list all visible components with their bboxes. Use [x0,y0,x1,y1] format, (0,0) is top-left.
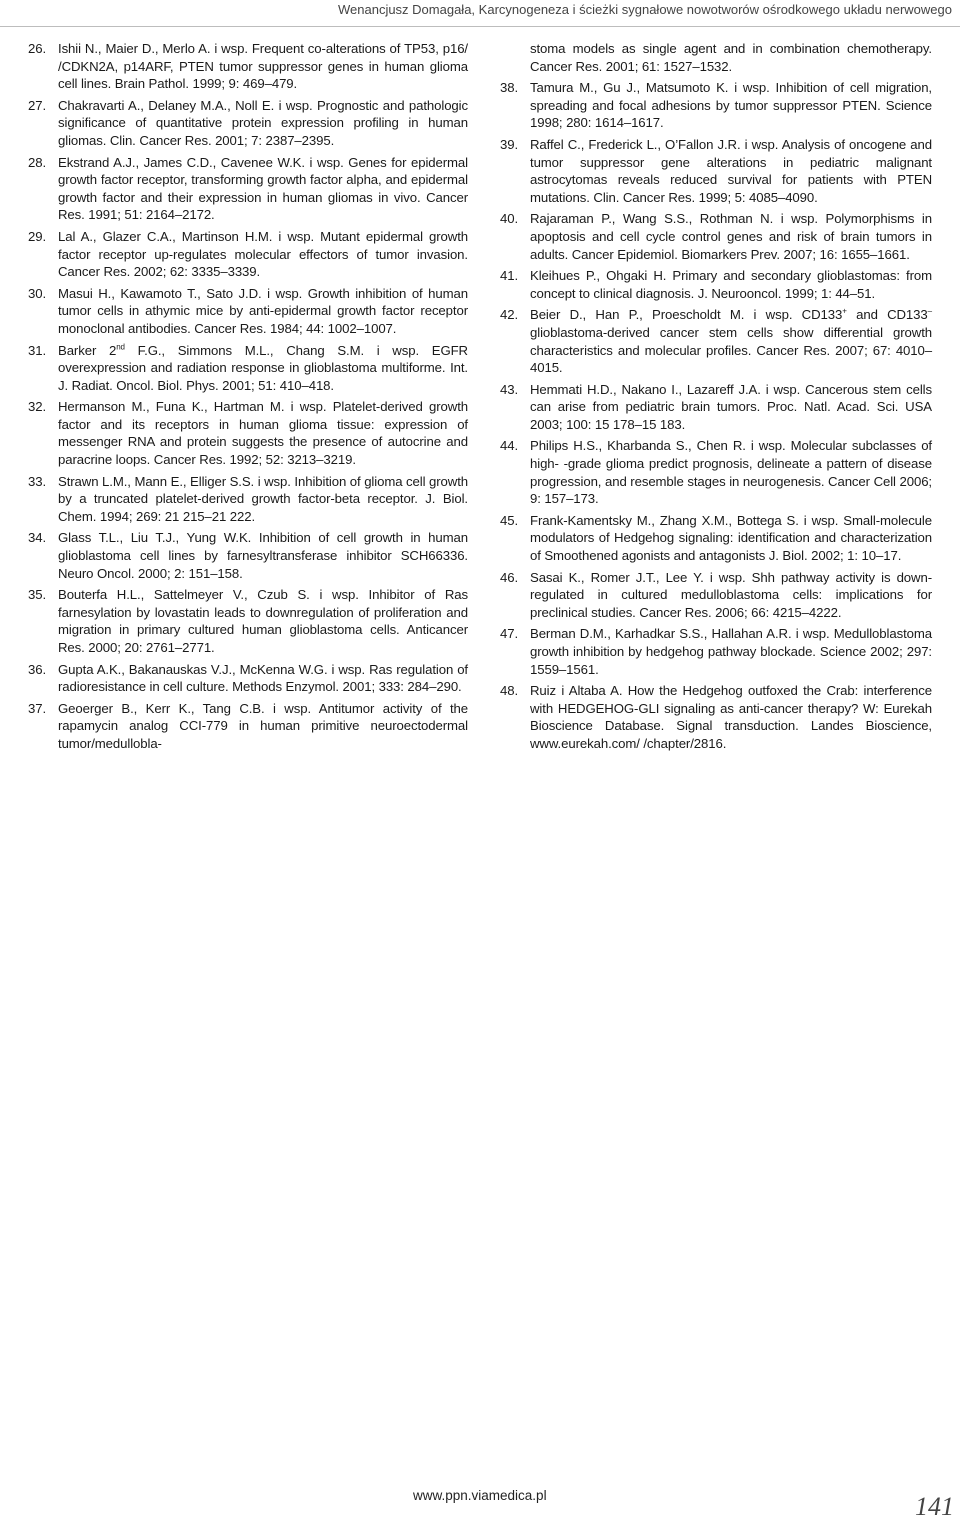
reference-number: 28. [28,154,47,170]
reference-text: Berman D.M., Karhadkar S.S., Hallahan A.R. i wsp. Medulloblastoma growth inhibition by hedgehog pathway blockade. Science 2002; 297: 1559–1561. [530,626,932,677]
reference-item [28,473,468,526]
reference-number: 43. [500,381,519,397]
reference-text: Geoerger B., Kerr K., Tang C.B. i wsp. Antitumor activity of the rapamycin analog CCI-779 in human primitive neuroectodermal tumor/medullobla- [58,700,468,751]
header-title: Karcynogeneza i ścieżki sygnałowe nowotworów ośrodkowego układu nerwowego [478,2,952,17]
reference-item [500,682,932,752]
reference-text: Gupta A.K., Bakanauskas V.J., McKenna W.G. i wsp. Ras regulation of radioresistance in cell culture. Methods Enzymol. 2001; 333: 284–290. [58,661,468,695]
reference-item [28,40,468,93]
reference-item [28,97,468,150]
reference-item [500,136,932,206]
reference-text: Masui H., Kawamoto T., Sato J.D. i wsp. Growth inhibition of human tumor cells in athymic mice by anti-epidermal growth factor receptor monoclonal antibodies. Cancer Res. 1984; 44: 1002–1007. [58,285,468,336]
reference-number: 41. [500,268,519,284]
left-column [28,40,468,757]
reference-text: Tamura M., Gu J., Matsumoto K. i wsp. Inhibition of cell migration, spreading and focal adhesions by tumor suppressor PTEN. Science 1998; 280: 1614–1617. [530,80,932,131]
reference-item [28,398,468,468]
reference-text [530,307,932,375]
reference-item [500,381,932,434]
reference-number: 34. [28,530,47,546]
reference-number: 44. [500,438,519,454]
reference-text: Ishii N., Maier D., Merlo A. i wsp. Frequent co-alterations of TP53, p16/ /CDKN2A, p14ARF, PTEN tumor suppressor genes in human glioma cell lines. Brain Pathol. 1999; 9: 469–479. [58,41,468,92]
reference-number: 36. [28,661,47,677]
reference-item [500,306,932,376]
superscript: – [927,306,932,316]
reference-item [500,437,932,507]
reference-text: Rajaraman P., Wang S.S., Rothman N. i wsp. Polymorphisms in apoptosis and cell cycle control genes and risk of brain tumors in adults. Cancer Epidemiol. Biomarkers Prev. 2007; 16: 1655–1661. [530,211,932,262]
reference-text [58,343,468,393]
reference-number: 39. [500,136,519,152]
reference-number: 35. [28,587,47,603]
reference-number: 45. [500,512,519,528]
reference-number: 42. [500,307,519,323]
reference-text: Glass T.L., Liu T.J., Yung W.K. Inhibition of cell growth in human glioblastoma cell lines by farnesyltransferase inhibitor SCH66336. Neuro Oncol. 2000; 2: 151–158. [58,530,468,581]
reference-item [500,512,932,565]
reference-item [500,625,932,678]
reference-item [28,700,468,753]
reference-number: 26. [28,41,47,56]
reference-text: Bouterfa H.L., Sattelmeyer V., Czub S. i wsp. Inhibitor of Ras farnesylation by lovastatin leads to downregulation of proliferation and migration in primary cultured human glioblastoma cells. Anticancer Res. 2000; 20: 2761–2771. [58,587,468,655]
reference-number: 31. [28,342,47,358]
right-column [500,40,932,757]
reference-text: Kleihues P., Ohgaki H. Primary and secondary glioblastomas: from concept to clinical diagnosis. J. Neurooncol. 1999; 1: 44–51. [530,268,932,301]
reference-number: 38. [500,80,519,96]
reference-item [500,210,932,263]
reference-continuation [500,40,932,75]
page-number: 141 [915,1492,954,1521]
reference-text: Raffel C., Frederick L., O’Fallon J.R. i wsp. Analysis of oncogene and tumor suppressor gene alterations in pediatric malignant astrocytomas reveals reduced survival for patients with PTEN mutations. Clin. Cancer Res. 1999; 5: 4085–4090. [530,136,932,205]
reference-item [28,661,468,696]
reference-number: 47. [500,626,519,642]
reference-text: Hemmati H.D., Nakano I., Lazareff J.A. i wsp. Cancerous stem cells can arise from pediatric brain tumors. Proc. Natl. Acad. Sci. USA 2003; 100: 15 178–15 183. [530,381,932,432]
journal-url: www.ppn.viamedica.pl [413,1488,547,1503]
reference-text: Chakravarti A., Delaney M.A., Noll E. i wsp. Prognostic and pathologic significance of quantitative protein expression profiling in human gliomas. Clin. Cancer Res. 2001; 7: 2387–2395. [58,97,468,148]
reference-number: 30. [28,285,47,301]
reference-number: 29. [28,228,47,244]
reference-text-part: Barker 2 [58,342,117,358]
reference-text: Sasai K., Romer J.T., Lee Y. i wsp. Shh pathway activity is down-regulated in cultured medulloblastoma cells: implications for preclinical studies. Cancer Res. 2006; 66: 4215–4222. [530,569,932,620]
reference-item [28,228,468,281]
reference-text-part: F.G., Simmons M.L., Chang S.M. i wsp. EGFR overexpression and radiation response in glioblastoma multiforme. Int. J. Radiat. Oncol. Biol. Phys. 2001; 51: 410–418. [58,342,468,393]
reference-text: Ruiz i Altaba A. How the Hedgehog outfoxed the Crab: interference with HEDGEHOG-GLI signaling as anti-cancer therapy? W: Eurekah Bioscience Database. Signal transduction. Landes Bioscience, www.eurekah.com/ /chapter/2816. [530,683,932,751]
header-text [338,2,952,17]
superscript: nd [116,342,125,352]
reference-text-part: Beier D., Han P., Proescholdt M. i wsp. CD133 [530,307,843,323]
reference-number: 32. [28,399,47,415]
reference-item [28,154,468,224]
reference-text: Strawn L.M., Mann E., Elliger S.S. i wsp. Inhibition of glioma cell growth by a truncated platelet-derived growth factor-beta receptor. J. Biol. Chem. 1994; 269: 21 215–21 222. [58,473,468,524]
reference-text: Frank-Kamentsky M., Zhang X.M., Bottega S. i wsp. Small-molecule modulators of Hedgehog signaling: identification and characterization of Smoothened agonists and antagonists J. Biol. 2002; 1: 10–17. [530,512,932,564]
reference-item [28,529,468,582]
reference-item [28,342,468,395]
reference-number: 40. [500,211,519,227]
reference-item [28,586,468,656]
reference-text-part: and CD133 [846,307,928,323]
running-header [0,0,960,27]
reference-text: Lal A., Glazer C.A., Martinson H.M. i wsp. Mutant epidermal growth factor receptor up-regulates molecular effectors of tumor invasion. Cancer Res. 2002; 62: 3335–3339. [58,228,468,280]
reference-text: stoma models as single agent and in combination chemotherapy. Cancer Res. 2001; 61: 1527–1532. [530,41,932,74]
reference-item [28,285,468,338]
reference-text: Ekstrand A.J., James C.D., Cavenee W.K. i wsp. Genes for epidermal growth factor receptor, transforming growth factor alpha, and epidermal growth factor and their expression in human gliomas in vivo. Cancer Res. 1991; 51: 2164–2172. [58,154,468,223]
header-author: Wenancjusz Domagała, [337,2,476,17]
reference-text: Hermanson M., Funa K., Hartman M. i wsp. Platelet-derived growth factor and its receptors in human glioma tissue: expression of messenger RNA and protein suggests the presence of autocrine and paracrine loops. Cancer Res. 1992; 52: 3213–3219. [58,399,468,468]
reference-text-part: glioblastoma-derived cancer stem cells show differential growth characteristics and molecular profiles. Cancer Res. 2007; 67: 4010–4015. [530,324,932,376]
reference-number: 37. [28,700,47,716]
reference-text: Philips H.S., Kharbanda S., Chen R. i wsp. Molecular subclasses of high- -grade glioma predict prognosis, delineate a pattern of disease progression, and resemble stages in neurogenesis. Cancer Cell 2006; 9: 157–173. [530,438,932,507]
reference-number: 33. [28,473,47,489]
reference-item [500,569,932,622]
reference-item [500,267,932,302]
reference-number: 46. [500,569,519,585]
reference-number: 27. [28,97,47,113]
reference-item [500,79,932,132]
reference-number: 48. [500,683,519,699]
superscript: + [842,306,847,316]
